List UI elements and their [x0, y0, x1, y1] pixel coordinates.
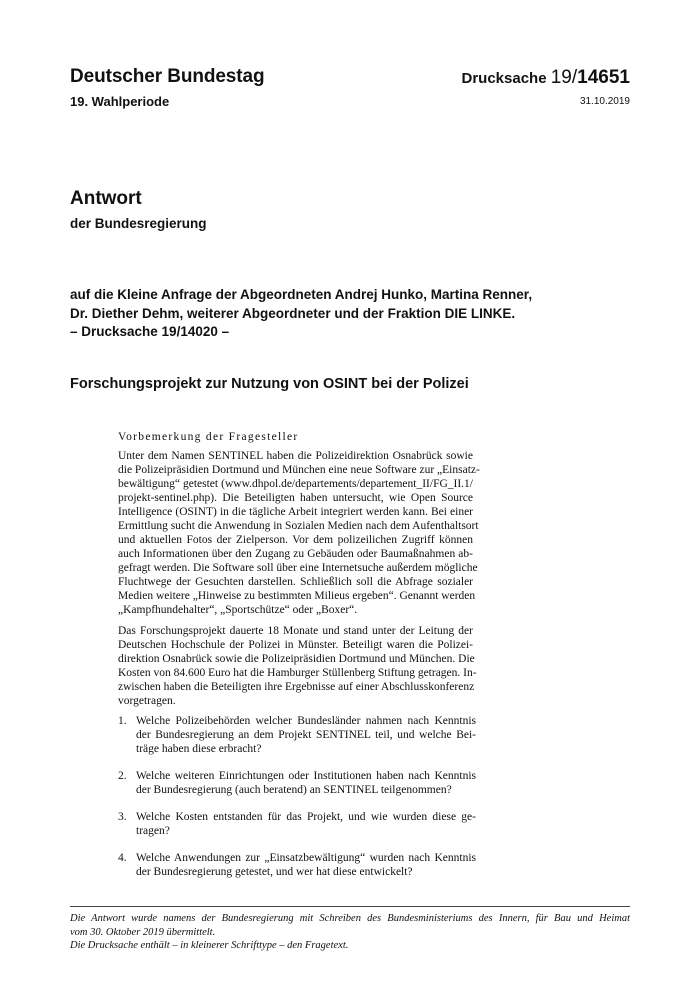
question-number: 1.: [118, 715, 127, 727]
text-line: Welche weiteren Einrichtungen oder Institutionen haben nach Kenntnis: [136, 770, 476, 782]
institution-name: Deutscher Bundestag: [70, 66, 265, 87]
vorbemerkung-paragraph-2: [118, 624, 477, 708]
document-subtitle: der Bundesregierung: [70, 216, 207, 231]
text-line: zwischen haben die Beteiligten ihre Ergebnisse auf einer Abschlusskonferenz: [118, 681, 475, 693]
drucksache-id: [462, 67, 631, 89]
text-line: tragen?: [136, 825, 170, 837]
footnote-line: Die Antwort wurde namens der Bundesregierung mit Schreiben des Bundesministeriums des Innern, für Bau und Heimat: [70, 913, 630, 924]
vorbemerkung-paragraph-1: [118, 449, 480, 617]
text-line: vorgetragen.: [118, 695, 176, 707]
vorbemerkung-title: Vorbemerkung der Fragesteller: [118, 431, 299, 443]
question-item: [118, 769, 476, 797]
text-line: der Bundesregierung an dem Projekt SENTINEL teil, und welche Bei-: [136, 729, 476, 741]
text-line: gefragt werden. Die Software soll über eine Internetsuche außerdem mögliche: [118, 562, 478, 574]
question-text: [136, 810, 476, 838]
drucksache-prefix: 19/: [550, 67, 578, 88]
wahlperiode: 19. Wahlperiode: [70, 94, 170, 109]
anfrage-reference: [70, 286, 640, 342]
text-line: auch Informationen über den Zugang zu Gebäuden oder Baumaßnahmen ab-: [118, 548, 473, 560]
text-line: Ermittlung sucht die Anwendung in Sozialen Medien nach dem Aufenthaltsort: [118, 520, 479, 532]
footnote-line: vom 30. Oktober 2019 übermittelt.: [70, 926, 216, 938]
footnote-line: Die Drucksache enthält – in kleinerer Schrifttype – den Fragetext.: [70, 940, 349, 951]
text-line: der Bundesregierung getestet, und wer hat diese entwickelt?: [136, 866, 413, 878]
text-line: Welche Anwendungen zur „Einsatzbewältigung“ wurden nach Kenntnis: [136, 852, 476, 864]
text-line: bewältigung“ getestet (www.dhpol.de/departements/departement_II/FG_II.1/: [118, 478, 473, 490]
question-list: [118, 714, 476, 892]
anfrage-line: Dr. Diether Dehm, weiterer Abgeordneter und der Fraktion DIE LINKE.: [70, 305, 516, 321]
text-line: projekt-sentinel.php). Die Beteiligten haben untersucht, wie Open Source: [118, 492, 473, 504]
question-number: 4.: [118, 852, 127, 864]
text-line: Deutschen Hochschule der Polizei in Münster. Beteiligt waren die Polizei-: [118, 639, 473, 651]
question-text: [136, 851, 476, 879]
text-line: Unter dem Namen SENTINEL haben die Polizeidirektion Osnabrück sowie: [118, 450, 473, 462]
question-item: [118, 810, 476, 838]
question-text: [136, 714, 476, 756]
anfrage-line: auf die Kleine Anfrage der Abgeordneten Andrej Hunko, Martina Renner,: [70, 287, 533, 302]
text-line: der Bundesregierung (auch beratend) an SENTINEL teilgenommen?: [136, 784, 452, 796]
document-date: 31.10.2019: [579, 96, 630, 107]
vorbemerkung-section: [118, 430, 480, 715]
anfrage-line: – Drucksache 19/14020 –: [70, 324, 230, 339]
text-line: und aktuellen Fotos der Zielperson. Vor dem polizeilichen Zugriff können: [118, 534, 473, 546]
text-line: „Kampfhundehalter“, „Sportschütze“ oder „Boxer“.: [118, 604, 358, 616]
text-line: Kosten von 84.600 Euro hat die Hamburger Stüllenberg Stiftung getragen. In-: [118, 667, 477, 679]
question-item: [118, 714, 476, 756]
drucksache-number: 14651: [577, 67, 630, 88]
footnote-divider: [70, 906, 630, 907]
question-number: 3.: [118, 811, 127, 823]
question-item: [118, 851, 476, 879]
text-line: Intelligence (OSINT) in die tägliche Arbeit integriert werden kann. Bei einer: [118, 506, 473, 518]
text-line: träge haben diese erbracht?: [136, 743, 262, 755]
document-subject: Forschungsprojekt zur Nutzung von OSINT bei der Polizei: [70, 376, 469, 392]
text-line: Medien weitere „Hinweise zu bestimmten Milieus ergeben“. Genannt werden: [118, 590, 476, 602]
drucksache-label: Drucksache: [461, 70, 547, 87]
question-text: [136, 769, 476, 797]
text-line: Das Forschungsprojekt dauerte 18 Monate und stand unter der Leitung der: [118, 625, 473, 637]
footnote: [70, 912, 630, 953]
text-line: die Polizeipräsidien Dortmund und München eine neue Software zur „Einsatz-: [118, 464, 480, 476]
text-line: direktion Osnabrück sowie die Polizeipräsidien Dortmund und München. Die: [118, 653, 475, 665]
question-number: 2.: [118, 770, 127, 782]
text-line: Welche Kosten entstanden für das Projekt, und wie wurden diese ge-: [136, 811, 476, 823]
text-line: Welche Polizeibehörden welcher Bundesländer nahmen nach Kenntnis: [136, 715, 476, 727]
document-title: Antwort: [70, 188, 142, 209]
text-line: Fluchtwege der Gesuchten darstellen. Schließlich soll die Abfrage sozialer: [118, 576, 473, 588]
